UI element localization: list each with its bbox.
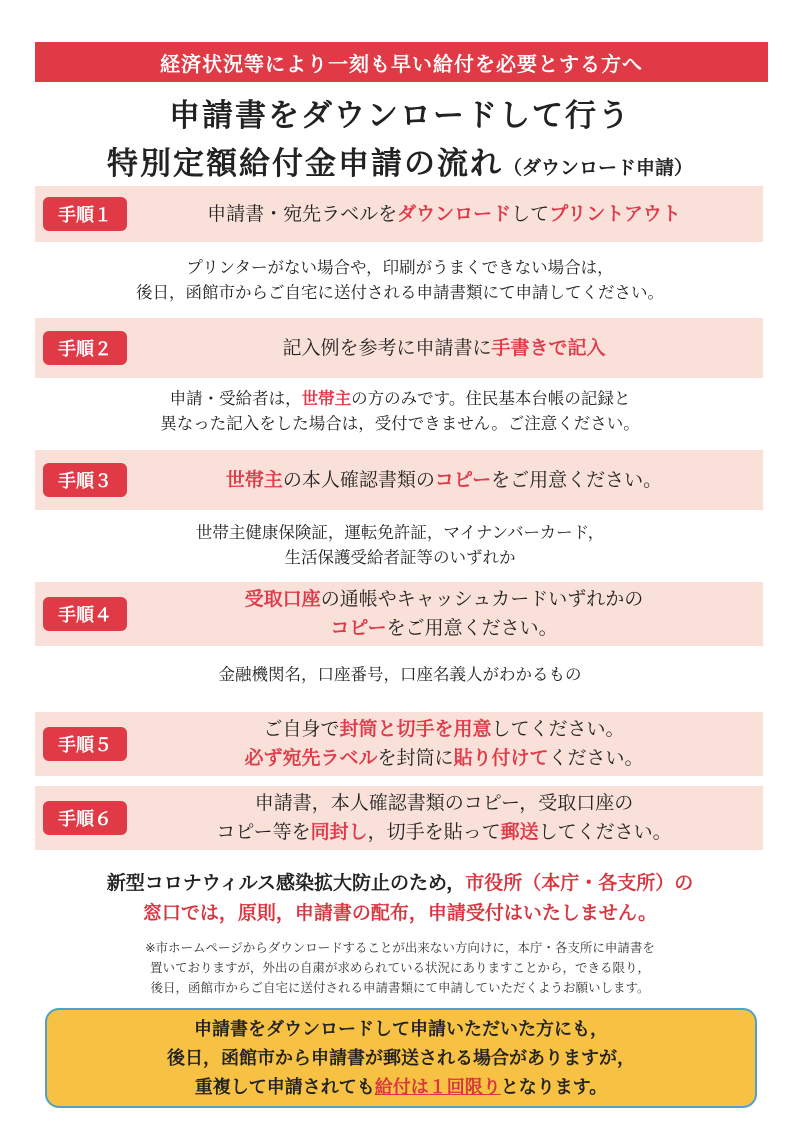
page-title-line2 [0,138,800,183]
step-2 [35,318,763,378]
step-5-text [135,715,753,773]
step-1-text-part: 申請書・宛先ラベルを [207,202,398,225]
step-6-badge: 手順６ [43,801,127,835]
step-1 [35,186,763,242]
step-6 [35,786,763,850]
footnote-line: 置いておりますが，外出の自粛が求められている状況にありますことから，できる限り， [149,960,650,975]
step-3-note-line: 世帯主健康保険証，運転免許証，マイナンバーカード， [195,523,605,542]
step-6-text-part: してください。 [538,821,672,843]
step-2-note-part: の方のみです。住民基本台帳の記録と [351,389,631,408]
step-3-text-part: の本人確認書類の [282,468,435,491]
step-3-highlight: 世帯主 [225,468,283,491]
step-4-highlight: コピー [330,617,387,639]
step-6-text-part: コピー等を [216,821,311,843]
step-4-badge: 手順４ [43,597,127,631]
step-4-text-part: をご用意ください。 [386,617,558,639]
step-2-text-part: 記入例を参考に申請書に [282,336,492,359]
step-4 [35,582,763,646]
step-1-badge: 手順１ [43,197,127,231]
step-2-note-highlight: 世帯主 [301,389,352,408]
step-1-note-line: 後日，函館市からご自宅に送付される申請書類にて申請してください。 [136,283,664,302]
warning-text: 新型コロナウィルス感染拡大防止のため， [106,872,466,894]
footnote-line: 後日，函館市からご自宅に送付される申請書類にて申請していただくようお願いします。 [150,980,650,995]
step-3-note [0,520,800,570]
step-6-highlight: 郵送 [500,821,539,843]
step-3-text [135,466,753,495]
step-4-text-part: の通帳やキャッシュカードいずれかの [320,588,644,610]
step-5-text-part: してください。 [491,718,625,740]
step-6-text [135,789,753,847]
step-2-highlight: 手書きで記入 [491,336,606,359]
step-3-note-line: 生活保護受給者証等のいずれか [284,548,516,567]
step-4-text [135,585,753,643]
warning-highlight: 市役所（本庁・各支所）の [465,872,694,894]
step-5 [35,712,763,776]
final-notice-part: となります。 [500,1076,608,1098]
step-1-note-line: プリンターがない場合や，印刷がうまくできない場合は， [186,258,614,277]
footnote-line: ※市ホームページからダウンロードすることが出来ない方向けに，本庁・各支所に申請書を [145,940,655,955]
page-title-sub: （ダウンロード申請） [502,157,693,179]
warning-highlight: 窓口では，原則，申請書の配布，申請受付はいたしません。 [142,902,658,924]
step-6-text-part: ，切手を貼って [367,821,501,843]
step-2-note-line: 異なった記入をした場合は，受付できません。ご注意ください。 [160,414,640,433]
step-1-text-part: して [511,202,550,225]
step-5-badge: 手順５ [43,727,127,761]
final-notice-line: 後日，函館市から申請書が郵送される場合がありますが， [167,1047,635,1069]
page-title-main: 特別定額給付金申請の流れ [106,146,503,182]
step-2-note-part: 申請・受給者は， [169,389,302,408]
step-5-highlight: 貼り付けて [453,747,549,769]
step-5-highlight: 必ず宛先ラベル [244,747,378,769]
step-5-highlight: 封筒と切手を用意 [339,718,492,740]
step-3-text-part: をご用意ください。 [491,468,663,491]
step-3 [35,450,763,510]
step-5-text-part: ご自身で [263,718,340,740]
step-5-text-part: を封筒に [377,747,454,769]
step-2-text [135,334,753,363]
footnote [0,938,800,998]
final-notice-highlight: 給付は１回限り [374,1076,501,1098]
step-1-highlight: ダウンロード [397,202,512,225]
step-6-highlight: 同封し [310,821,368,843]
step-4-note-line: 金融機関名，口座番号，口座名義人がわかるもの [218,665,582,684]
top-banner: 経済状況等により一刻も早い給付を必要とする方へ [35,42,768,82]
step-3-badge: 手順３ [43,463,127,497]
page-title-line1: 申請書をダウンロードして行う [169,98,631,134]
step-4-note [0,662,800,687]
step-1-note [0,255,800,305]
step-2-badge: 手順２ [43,331,127,365]
step-1-text [135,200,753,229]
step-5-text-part: ください。 [548,747,644,769]
step-1-highlight: プリントアウト [549,202,681,225]
final-notice-part: 重複して申請されても [194,1076,375,1098]
step-2-note [0,386,800,436]
step-3-highlight: コピー [434,468,492,491]
final-notice-line: 申請書をダウンロードして申請いただいた方にも， [194,1018,608,1040]
final-notice-box [45,1008,757,1108]
step-6-text-line: 申請書，本人確認書類のコピー，受取口座の [254,792,634,814]
step-4-highlight: 受取口座 [244,588,321,610]
covid-warning [0,868,800,928]
